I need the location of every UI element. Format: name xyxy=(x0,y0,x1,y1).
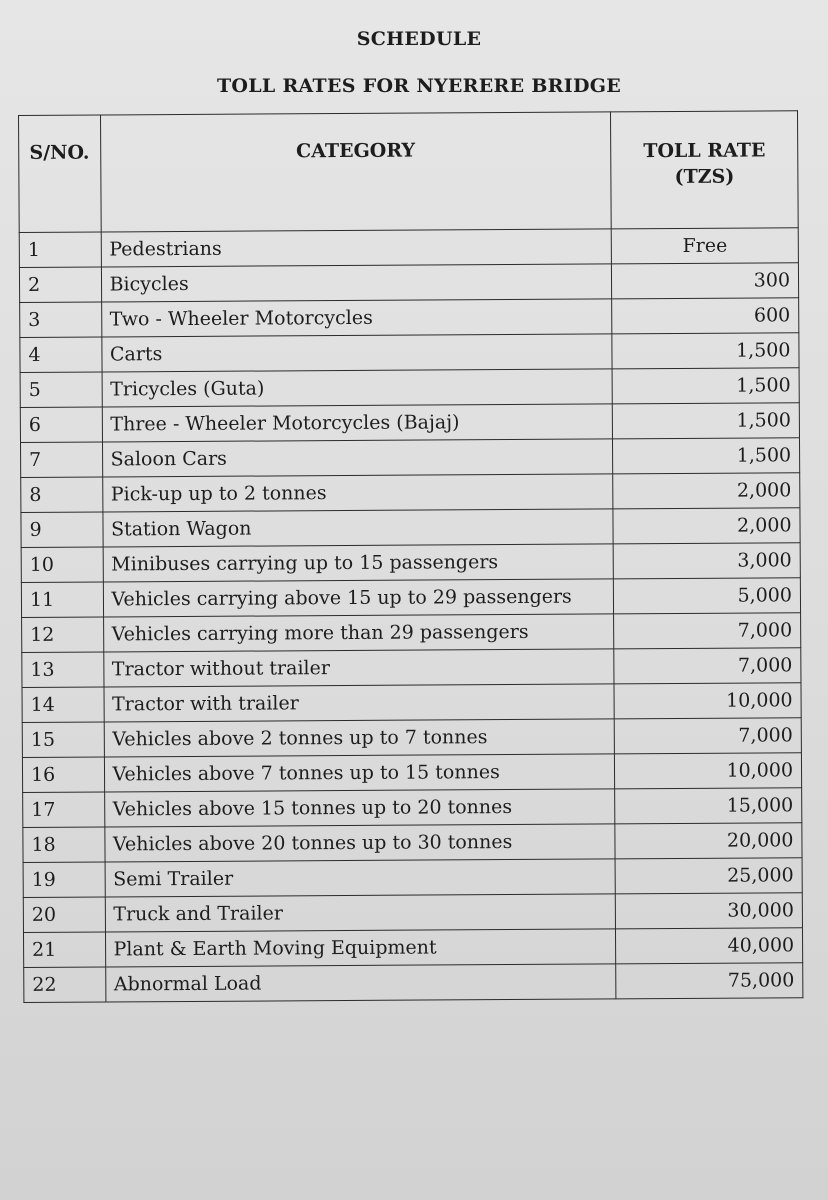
row-serial-number: 5 xyxy=(20,372,102,407)
row-serial-number: 20 xyxy=(23,897,105,932)
row-serial-number: 14 xyxy=(22,687,104,722)
row-toll-rate: 300 xyxy=(612,263,799,299)
table-row xyxy=(23,858,802,898)
toll-rates-table xyxy=(18,110,803,1003)
header-category: CATEGORY xyxy=(100,112,611,232)
row-category: Plant & Earth Moving Equipment xyxy=(105,929,616,967)
row-toll-rate: 25,000 xyxy=(615,858,802,894)
table-row xyxy=(22,613,801,653)
row-serial-number: 18 xyxy=(23,827,105,862)
row-toll-rate: 20,000 xyxy=(615,823,802,859)
row-category: Station Wagon xyxy=(102,509,613,547)
row-serial-number: 6 xyxy=(20,407,102,442)
table-row xyxy=(22,753,801,793)
table-row xyxy=(20,298,799,338)
table-row xyxy=(19,228,798,268)
row-serial-number: 9 xyxy=(21,512,103,547)
row-toll-rate: 30,000 xyxy=(616,893,803,929)
row-category: Tricycles (Guta) xyxy=(102,369,613,407)
row-toll-rate: Free xyxy=(611,228,798,264)
table-row xyxy=(20,368,799,408)
table-row xyxy=(24,963,803,1003)
row-toll-rate: 2,000 xyxy=(613,473,800,509)
row-category: Truck and Trailer xyxy=(105,894,616,932)
table-row xyxy=(21,438,800,478)
row-serial-number: 8 xyxy=(21,477,103,512)
table-row xyxy=(20,333,799,373)
row-category: Tractor with trailer xyxy=(103,684,614,722)
row-toll-rate: 1,500 xyxy=(612,333,799,369)
table-row xyxy=(22,648,801,688)
row-category: Pedestrians xyxy=(101,229,612,267)
row-serial-number: 4 xyxy=(20,337,102,372)
row-category: Vehicles carrying more than 29 passengers xyxy=(103,614,614,652)
row-toll-rate: 5,000 xyxy=(614,578,801,614)
header-toll-rate xyxy=(611,111,798,229)
table-header-row xyxy=(19,111,799,233)
table-row xyxy=(20,403,799,443)
row-serial-number: 21 xyxy=(23,932,105,967)
row-toll-rate: 15,000 xyxy=(615,788,802,824)
row-category: Tractor without trailer xyxy=(103,649,614,687)
row-toll-rate: 7,000 xyxy=(614,613,801,649)
document-title: TOLL RATES FOR NYERERE BRIDGE xyxy=(216,75,622,97)
row-serial-number: 12 xyxy=(22,617,104,652)
table-row xyxy=(23,893,802,933)
row-toll-rate: 2,000 xyxy=(613,508,800,544)
row-category: Two - Wheeler Motorcycles xyxy=(101,299,612,337)
row-toll-rate: 75,000 xyxy=(616,963,803,999)
row-toll-rate: 7,000 xyxy=(614,648,801,684)
row-serial-number: 10 xyxy=(21,547,103,582)
row-toll-rate: 10,000 xyxy=(615,753,802,789)
row-serial-number: 13 xyxy=(22,652,104,687)
header-toll-rate-currency: (TZS) xyxy=(674,165,735,188)
table-row xyxy=(21,578,800,618)
row-toll-rate: 10,000 xyxy=(614,683,801,719)
header-serial-number: S/NO. xyxy=(19,115,101,232)
row-toll-rate: 600 xyxy=(612,298,799,334)
table-row xyxy=(23,823,802,863)
row-category: Vehicles above 2 tonnes up to 7 tonnes xyxy=(104,719,615,757)
table-row xyxy=(23,928,802,968)
row-serial-number: 7 xyxy=(21,442,103,477)
row-serial-number: 1 xyxy=(19,232,101,267)
row-category: Semi Trailer xyxy=(105,859,616,897)
row-serial-number: 17 xyxy=(23,792,105,827)
header-toll-rate-label: TOLL RATE xyxy=(643,139,766,163)
table-row xyxy=(21,543,800,583)
row-category: Vehicles above 7 tonnes up to 15 tonnes xyxy=(104,754,615,792)
schedule-heading: SCHEDULE xyxy=(356,28,482,50)
row-category: Three - Wheeler Motorcycles (Bajaj) xyxy=(102,404,613,442)
row-category: Vehicles carrying above 15 up to 29 passengers xyxy=(103,579,614,617)
row-category: Vehicles above 20 tonnes up to 30 tonnes xyxy=(104,824,615,862)
row-toll-rate: 7,000 xyxy=(614,718,801,754)
row-toll-rate: 3,000 xyxy=(613,543,800,579)
table-row xyxy=(19,263,798,303)
row-category: Pick-up up to 2 tonnes xyxy=(102,474,613,512)
row-serial-number: 3 xyxy=(20,302,102,337)
row-category: Carts xyxy=(101,334,612,372)
row-category: Vehicles above 15 tonnes up to 20 tonnes xyxy=(104,789,615,827)
row-serial-number: 19 xyxy=(23,862,105,897)
row-serial-number: 2 xyxy=(19,267,101,302)
row-category: Saloon Cars xyxy=(102,439,613,477)
table-row xyxy=(22,683,801,723)
row-toll-rate: 40,000 xyxy=(616,928,803,964)
table-row xyxy=(21,473,800,513)
row-toll-rate: 1,500 xyxy=(613,438,800,474)
row-category: Abnormal Load xyxy=(105,964,616,1002)
row-toll-rate: 1,500 xyxy=(612,368,799,404)
row-category: Bicycles xyxy=(101,264,612,302)
table-row xyxy=(22,718,801,758)
row-serial-number: 11 xyxy=(21,582,103,617)
row-toll-rate: 1,500 xyxy=(613,403,800,439)
table-row xyxy=(23,788,802,828)
row-serial-number: 16 xyxy=(22,757,104,792)
row-category: Minibuses carrying up to 15 passengers xyxy=(103,544,614,582)
row-serial-number: 22 xyxy=(24,967,106,1002)
row-serial-number: 15 xyxy=(22,722,104,757)
table-body xyxy=(19,228,803,1003)
table-row xyxy=(21,508,800,548)
